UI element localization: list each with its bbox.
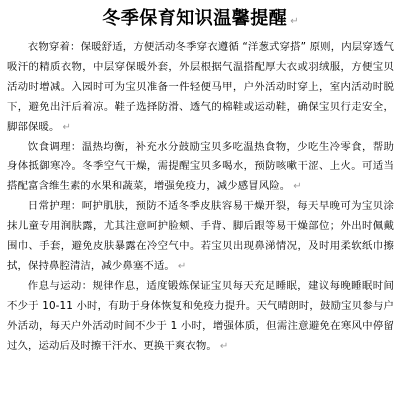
title-line: [7, 8, 394, 30]
paragraph-routine-exercise: [7, 277, 394, 357]
paragraph-clothing: [7, 38, 394, 138]
paragraph-diet-text: 饮食调理：温热均衡，补充水分鼓励宝贝多吃温热食物，少吃生冷零食，帮助身体抵御寒冷。冬季空气干燥，需提醒宝贝多喝水，预防咳嗽干涩、上火。可适当搭配富含维生素的水果和蔬菜，增强免疫力，减少感冒风险。: [7, 140, 394, 193]
paragraph-clothing-text: 衣物穿着：保暖舒适，方便活动冬季穿衣遵循 “洋葱式穿搭” 原则，内层穿透气吸汗的精质衣物，中层穿保暖外套，外层根据气温搭配厚大衣或羽绒服，方便宝贝活动时增减。入园时可为宝贝准备一件轻便马甲，户外活动时穿上，室内活动时脱下，避免出汗后着凉。鞋子选择防滑、透气的棉鞋或运动鞋，确保宝贝行走安全，脚部保暖。: [7, 41, 394, 133]
paragraph-mark-icon: ↵: [293, 181, 302, 193]
paragraph-diet: [7, 138, 394, 198]
document-title: 冬季保育知识温馨提醒: [102, 8, 288, 29]
paragraph-daily-care-text: 日常护理：呵护肌肤，预防不适冬季皮肤容易干燥开裂，每天早晚可为宝贝涂抹儿童专用润肤露，尤其注意呵护脸颊、手背、脚后跟等易干燥部位；外出时佩戴围巾、手套，避免皮肤暴露在冷空气中。若宝贝出现鼻涕情况，及时用柔软纸巾擦拭，保持鼻腔清洁，减少鼻塞不适。: [7, 200, 394, 272]
paragraph-mark-icon: ↵: [177, 260, 187, 272]
paragraph-routine-exercise-text: 作息与运动：规律作息，适度锻炼保证宝贝每天充足睡眠，建议每晚睡眠时间不少于 10-11 小时，有助于身体恢复和免疫力提升。天气晴朗时，鼓励宝贝参与户外活动，每天户外活动时间不少于 1 小时，增强体质，但需注意避免在寒风中停留过久，运动后及时擦干汗水、更换干爽衣物。: [7, 279, 394, 352]
paragraph-mark-icon: ↵: [62, 121, 71, 133]
paragraph-mark-icon: ↵: [290, 16, 299, 27]
paragraph-daily-care: [7, 197, 394, 277]
paragraph-mark-icon: ↵: [219, 340, 229, 352]
